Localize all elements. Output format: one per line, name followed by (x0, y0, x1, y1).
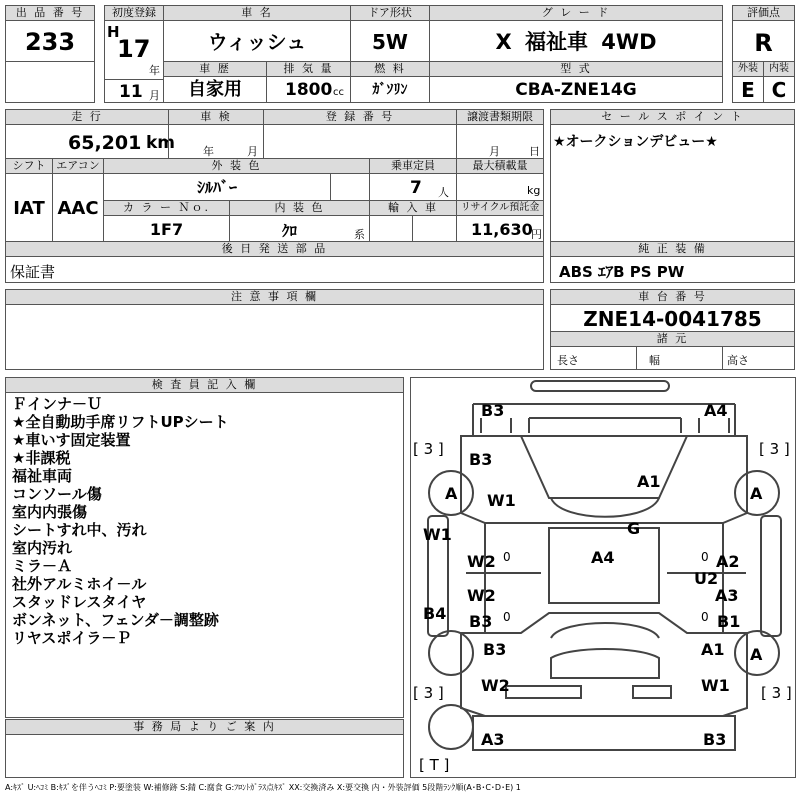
mark-zero-3: 0 (503, 610, 511, 624)
reg-month: 11 (119, 82, 143, 102)
ac: AAC (57, 198, 99, 219)
name-label: 車 名 (163, 5, 351, 21)
reg-label: 初度登録 (104, 5, 164, 21)
mark-w2-rear: W2 (481, 676, 510, 695)
history-cell (163, 76, 267, 103)
mark-a2-right: A2 (716, 552, 740, 571)
shift: IAT (13, 198, 45, 219)
inspector-line: ミラ－Ａ (12, 557, 73, 575)
ext-grade: E (741, 78, 755, 102)
int-color-unit: 系 (354, 228, 365, 241)
mark-b4: B4 (423, 604, 447, 623)
ext-color: ｼﾙﾊﾞｰ (196, 178, 237, 197)
inspector-line: ★全自動助手席リフトUPシート (12, 413, 229, 431)
color-no-label: カ ラ ー Ｎｏ. (103, 200, 230, 216)
int-color-label: 内 装 色 (229, 200, 370, 216)
model-code: CBA-ZNE14G (515, 80, 637, 100)
mark-w1-fender: W1 (487, 491, 516, 510)
import-cell-b (412, 215, 457, 242)
sales-label: セ ー ル ス ポ イ ン ト (550, 109, 795, 125)
car-name: ウィッシュ (207, 30, 307, 54)
score-label: 評価点 (732, 5, 795, 21)
legend: A:ｷｽﾞ U:ﾍｺﾐ B:ｷｽﾞを伴うﾍｺﾐ P:要塗装 W:補修跡 S:錆 C:腐食 G:ﾌﾛﾝﾄｶﾞﾗｽ点ｷｽﾞ XX:交換済み X:要交換 内・外装評価 5段階ﾗﾝｸ順(A･B･C･D･E) 1 (5, 783, 521, 792)
mark-zero-4: 0 (701, 610, 709, 624)
mark-b3-rear: B3 (703, 730, 727, 749)
inspector-line: シートすれ中、汚れ (12, 521, 147, 539)
color-no: 1F7 (149, 220, 184, 239)
mark-a-rear-right-wheel: A (750, 645, 763, 664)
wheel-rear-left-icon (428, 630, 474, 676)
spec-label: 諸 元 (550, 331, 795, 347)
tire-count-spare: [ T ] (419, 756, 450, 774)
lot-no-cell (5, 20, 95, 62)
door-label: ドア形状 (350, 5, 430, 21)
mark-w1-side: W1 (423, 525, 452, 544)
recycle-unit: 円 (531, 228, 542, 241)
score-cell (732, 20, 795, 62)
lot-no-blank (5, 61, 95, 103)
mark-a3-right: A3 (715, 586, 739, 605)
color-no-cell (103, 215, 230, 242)
office-label: 事 務 局 よ り ご 案 内 (5, 719, 404, 735)
lot-no-label: 出 品 番 号 (5, 5, 95, 21)
mark-a4-roof: A4 (591, 548, 615, 567)
transfer-month-unit: 月 (489, 145, 500, 158)
grade-label: グ レ ー ド (429, 5, 723, 21)
inspector-line: 福祉車両 (12, 467, 73, 485)
inspector-line: ボンネット、フェンダ－調整跡 (12, 611, 219, 629)
tire-count-fr: [ 3 ] (759, 440, 790, 458)
tire-count-rr: [ 3 ] (761, 684, 792, 702)
inspector-line: 室内汚れ (12, 539, 73, 557)
int-grade-cell (763, 76, 795, 103)
tire-count-rl: [ 3 ] (413, 684, 444, 702)
disp-unit: cc (333, 87, 344, 98)
mark-b3-front-left: B3 (481, 401, 505, 420)
mileage-cell (5, 124, 176, 159)
capacity-cell (369, 173, 457, 201)
transfer-cell (456, 124, 544, 159)
history: 自家用 (188, 79, 242, 100)
insp-month-unit: 月 (247, 145, 258, 158)
fuel-cell (350, 76, 430, 103)
grade-cell (429, 20, 723, 62)
import-label: 輸 入 車 (369, 200, 457, 216)
shift-cell (5, 173, 53, 242)
recycle-label: リサイクル預託金 (456, 200, 544, 216)
mark-b3-left: B3 (469, 450, 493, 469)
transfer-day-unit: 日 (529, 145, 540, 158)
later-items: 保証書 (10, 263, 56, 281)
chassis-number: ZNE14-0041785 (583, 307, 762, 331)
inspector-line: Ｆインナ－Ｕ (12, 395, 103, 413)
recycle-fee: 11,630 (471, 220, 533, 239)
lot-no: 233 (24, 28, 76, 56)
displacement: 1800 (285, 80, 333, 100)
length-label: 長さ (557, 354, 579, 367)
door-cell (350, 20, 430, 62)
load-cell (456, 173, 544, 201)
height-cell (722, 346, 795, 370)
ac-label: エアコン (52, 158, 104, 174)
inspector-notes (5, 392, 404, 718)
capacity-label: 乗車定員 (369, 158, 457, 174)
later-cell (5, 256, 544, 283)
int-grade-label: 内装 (763, 61, 795, 77)
mileage: 65,201 (68, 132, 142, 154)
inspector-line: ★車いす固定装置 (12, 431, 131, 449)
inspector-label: 検 査 員 記 入 欄 (5, 377, 404, 393)
tire-count-fl: [ 3 ] (413, 440, 444, 458)
ext-grade-label: 外装 (732, 61, 764, 77)
mileage-label: 走 行 (5, 109, 169, 125)
int-grade: C (771, 78, 787, 102)
recycle-cell (456, 215, 544, 242)
mark-g-glass: G (627, 519, 641, 538)
inspector-line: ★非課税 (12, 449, 71, 467)
reg-cell (104, 20, 164, 80)
capacity: 7 (410, 178, 422, 198)
inspector-line: コンソール傷 (12, 485, 102, 503)
regno-cell (263, 124, 457, 159)
mark-a-front-left-wheel: A (445, 484, 458, 503)
score: R (754, 29, 773, 57)
mark-a-front-right-wheel: A (750, 484, 763, 503)
mark-w1-rear: W1 (701, 676, 730, 695)
insp-year-unit: 年 (203, 145, 214, 158)
car-name-cell (163, 20, 351, 62)
inspector-line: リヤスポイラ－Ｐ (12, 629, 132, 647)
regno-label: 登 録 番 号 (263, 109, 457, 125)
spare-wheel-icon (428, 704, 474, 750)
import-cell-a (369, 215, 413, 242)
mark-w2-door: W2 (467, 552, 496, 571)
mileage-unit: km (146, 133, 176, 153)
inspector-line: 社外アルミホイ－ル (12, 575, 147, 593)
equipment: ABS ｴｱB PS PW (559, 263, 685, 281)
disp-label: 排 気 量 (266, 61, 351, 77)
reg-year: 17 (117, 35, 151, 63)
load-label: 最大積載量 (456, 158, 544, 174)
disp-cell (266, 76, 351, 103)
ext-color-blank (330, 173, 370, 201)
ext-color-label: 外 装 色 (103, 158, 370, 174)
office-cell (5, 734, 404, 778)
mark-zero-1: 0 (503, 550, 511, 564)
load-unit: kg (527, 184, 541, 197)
int-color-cell (229, 215, 370, 242)
history-label: 車 歴 (163, 61, 267, 77)
inspector-line: スタッドレスタイヤ (12, 593, 147, 611)
later-label: 後 日 発 送 部 品 (5, 241, 544, 257)
reg-year-unit: 年 (149, 64, 160, 77)
mark-a1-hood: A1 (637, 472, 661, 491)
chassis-label: 車 台 番 号 (550, 289, 795, 305)
reg-month-cell (104, 79, 164, 103)
shift-label: シフト (5, 158, 53, 174)
notice-cell (5, 304, 544, 370)
door-type: 5W (372, 30, 408, 54)
capacity-unit: 人 (438, 186, 449, 199)
chassis-cell (550, 304, 795, 332)
length-cell (550, 346, 637, 370)
mark-w2-rear-door: W2 (467, 586, 496, 605)
mark-a3-rear: A3 (481, 730, 505, 749)
transfer-label: 譲渡書類期限 (456, 109, 544, 125)
reg-era: H (107, 23, 120, 41)
ext-color-cell (103, 173, 331, 201)
car-diagram (410, 377, 796, 778)
fuel-label: 燃 料 (350, 61, 430, 77)
inspection-cell (168, 124, 264, 159)
sales-point: ★オークションデビュー★ (553, 134, 718, 150)
width-label: 幅 (649, 354, 660, 367)
mark-b1-right: B1 (717, 612, 741, 631)
equip-cell (550, 256, 795, 283)
mark-b3-left-2: B3 (469, 612, 493, 631)
width-cell (636, 346, 723, 370)
equip-label: 純 正 装 備 (550, 241, 795, 257)
mark-a1-rear-right: A1 (701, 640, 725, 659)
int-color: ｸﾛ (282, 222, 298, 240)
mark-u2: U2 (694, 569, 719, 588)
model-label: 型 式 (429, 61, 723, 77)
reg-month-unit: 月 (149, 89, 160, 102)
ext-grade-cell (732, 76, 764, 103)
mark-b3-rear-left: B3 (483, 640, 507, 659)
mark-a4-front-right: A4 (704, 401, 728, 420)
sales-cell (550, 124, 795, 242)
grade: X 福祉車 4WD (495, 30, 657, 54)
mark-zero-2: 0 (701, 550, 709, 564)
notice-label: 注 意 事 項 欄 (5, 289, 544, 305)
model-cell (429, 76, 723, 103)
inspection-label: 車 検 (168, 109, 264, 125)
inspector-line: 室内内張傷 (12, 503, 88, 521)
height-label: 高さ (727, 354, 749, 367)
fuel: ｶﾞｿﾘﾝ (372, 82, 408, 98)
ac-cell (52, 173, 104, 242)
